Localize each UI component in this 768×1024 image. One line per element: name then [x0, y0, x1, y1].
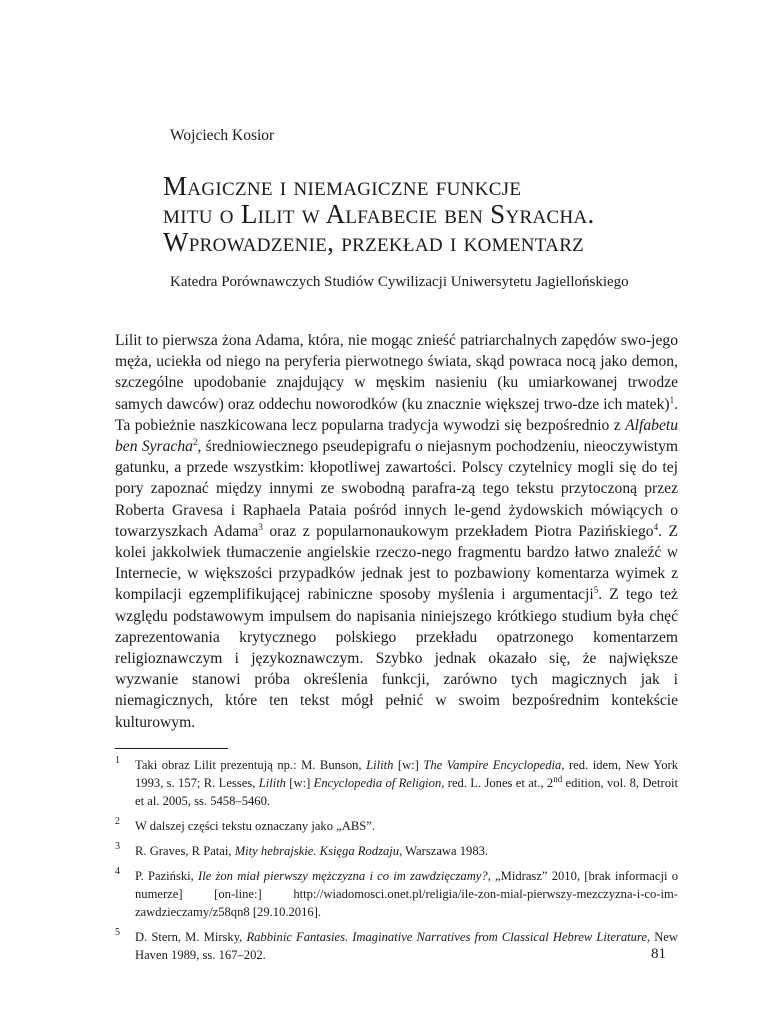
page-number: 81 [651, 946, 666, 962]
article-title [163, 172, 723, 256]
footnote-text: R. Graves, R Patai, [135, 844, 235, 858]
body-text-segment: Lilit to pierwsza żona Adama, która, nie mogąc znieść patriarchalnych zapędów swo-jego męża, uciekła od niego na peryferia pierwotnego świata, skąd powraca nocą jako demon, szczególne upodobanie znajdujący w męskim nasieniu (ku umiarkowanej trwodze samych dawców) oraz oddechu noworodków (ku znacznie większej trwo-dze ich matek) [115, 332, 678, 413]
footnote-text: , „Midrasz” 2010, [brak informacji o numerze] [on-line:] http://wiadomosci.onet.pl/religia/ile-zon-mial-pierwszy-mezczyzna-i-co-im-zawdzieczamy/z58qn8 [29.10.2016]. [135, 869, 678, 919]
title-line-3: Wprowadzenie, przekład i komentarz [163, 227, 585, 257]
footnote-text: [w:] [393, 758, 424, 772]
footnote-ref: 3 [258, 521, 263, 532]
title-line-2: mitu o Lilit w Alfabecie ben Syracha. [163, 199, 595, 229]
body-text-segment: . Z kolei jakkolwiek tłumaczenie angielskie rzeczo-nego fragmentu bardzo łatwo znaleźć w Internecie, w większości przypadków jednak jest to pozbawiony komentarza wyimek z kompilacji egzemplifikującej rabiniczne sposoby myślenia i argumentacji [115, 522, 679, 604]
body-text-segment: . Z tego też względu podstawowym impulsem do napisania niniejszego krótkiego studium była chęć zaprezentowania krytycznego polskiego przekładu opatrzonego komentarzem religioznawczym i językoznawczym. Szybko jednak okazało się, że największe wyzwanie stanowi próba określenia funkcji, zarówno tych magicznych jak i niemagicznych, które ten tekst mógł pełnić w swoim bezpośrednim kontekście kulturowym. [115, 586, 678, 731]
footnote-italic: The Vampire Encyclopedia [423, 758, 562, 772]
footnote-italic: Mity hebrajskie. Księga Rodzaju [234, 844, 400, 858]
footnote-sup: nd [553, 773, 563, 784]
body-paragraph [115, 330, 678, 733]
footnote-number: 4 [115, 866, 120, 877]
footnote-ref: 4 [653, 521, 659, 532]
body-text-segment: . Ta pobieżnie naszkicowana lecz popularna tradycja wywodzi się bezpośrednio z [115, 395, 678, 434]
body-text-segment: oraz z popularnonaukowym przekładem Piotra Pazińskiego [262, 522, 654, 540]
footnote-4 [115, 867, 678, 921]
footnote-italic: Encyclopedia of Religion [313, 776, 442, 790]
footnote-3 [115, 842, 678, 860]
footnote-text: P. Paziński, [135, 869, 198, 883]
footnote-ref: 5 [593, 585, 599, 596]
footnote-text: edition, vol. 8, Detroit et al. 2005, ss. 5458–5460. [135, 776, 679, 808]
body-italic-title: Alfabetu ben Syracha [115, 416, 678, 456]
footnote-ref: 1 [669, 394, 675, 405]
footnote-italic: Lilith [366, 758, 394, 772]
footnote-text: , red. idem, New York 1993, s. 157; R. Lesses, [135, 758, 678, 790]
footnote-1 [115, 756, 678, 810]
footnote-number: 2 [115, 816, 120, 827]
footnote-italic: Rabbinic Fantasies. Imaginative Narratives from Classical Hebrew Literature [246, 930, 647, 944]
footnote-number: 3 [115, 841, 120, 852]
footnote-number: 1 [115, 755, 120, 766]
footnote-italic: Lilith [258, 776, 286, 790]
footnote-text: , Warszawa 1983. [399, 844, 489, 858]
footnote-number: 5 [115, 927, 120, 938]
body-text-segment: , średniowiecznego pseudepigrafu o niejasnym pochodzeniu, nieoczywistym gatunku, a przede wszystkim: kłopotliwej zawartości. Polscy czytelnicy mogli się do tej pory zapoznać między innymi ze swobodną parafra-zą tego tekstu przytoczoną przez Roberta Gravesa i Raphaela Pataia pośród innych le-gend żydowskich mówiących o towarzyszkach Adama [115, 438, 678, 540]
footnote-separator [115, 748, 228, 749]
title-line-1: Magiczne i niemagiczne funkcje [163, 171, 522, 201]
footnote-5 [115, 928, 678, 964]
footnote-text: D. Stern, M. Mirsky, [135, 930, 247, 944]
footnote-text: Taki obraz Lilit prezentują np.: M. Bunson, [135, 758, 367, 772]
footnote-2 [115, 817, 678, 835]
footnote-text: , New Haven 1989, ss. 167–202. [135, 930, 678, 962]
footnotes [115, 756, 678, 971]
footnote-text: [w:] [285, 776, 314, 790]
author-name: Wojciech Kosior [170, 127, 275, 144]
affiliation: Katedra Porównawczych Studiów Cywilizacji Uniwersytetu Jagiellońskiego [170, 274, 629, 290]
footnote-text: , red. L. Jones et at., 2 [441, 776, 554, 790]
footnote-text: W dalszej części tekstu oznaczany jako „ABS”. [135, 819, 376, 833]
footnote-italic: Ile żon miał pierwszy mężczyzna i co im zawdzięczamy? [198, 869, 488, 883]
footnote-ref: 2 [192, 436, 198, 447]
